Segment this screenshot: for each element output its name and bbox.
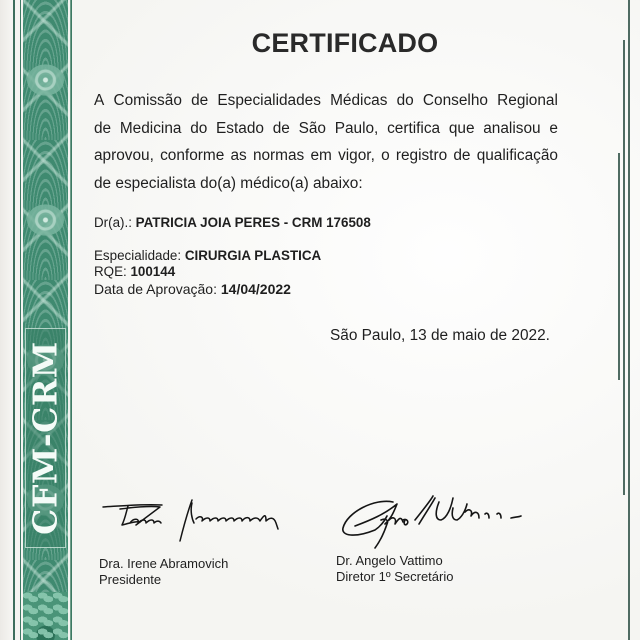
specialty-value: CIRURGIA PLASTICA xyxy=(184,248,322,263)
signature-president-icon xyxy=(100,495,285,550)
word: Conselho xyxy=(422,92,488,109)
word: de especialista do(a) médico(a) abaixo: xyxy=(94,174,363,192)
word: A xyxy=(94,92,105,109)
word: certifica xyxy=(387,119,441,137)
word: de xyxy=(272,119,290,137)
specialty-label: Especialidade: xyxy=(94,248,185,263)
signature-secretary-icon xyxy=(335,490,525,550)
signatory-secretary xyxy=(336,553,453,585)
signatory-role: Diretor 1º Secretário xyxy=(336,569,454,584)
word: Estado xyxy=(216,119,264,137)
signatory-role: Presidente xyxy=(99,572,162,587)
signatory-name: Dra. Irene Abramovich xyxy=(99,556,229,571)
certificate-title: CERTIFICADO xyxy=(251,28,439,58)
intro-line xyxy=(94,115,558,143)
word: registro xyxy=(395,147,448,164)
word: qualificação xyxy=(476,147,558,164)
approval-date-field xyxy=(94,281,291,297)
word: as xyxy=(230,147,247,164)
intro-line xyxy=(94,170,558,198)
word: Especialidades xyxy=(217,92,321,109)
word: que xyxy=(448,119,475,137)
cfm-crm-vertical-text: CFM-CRM xyxy=(25,341,65,535)
doctor-label: Dr(a).: xyxy=(94,215,136,230)
rqe-value: 100144 xyxy=(130,264,176,279)
word: Paulo, xyxy=(334,119,379,137)
place-and-date: São Paulo, 13 de maio de 2022. xyxy=(330,327,550,344)
intro-paragraph xyxy=(94,87,558,197)
word: Comissão xyxy=(113,92,182,109)
specialty-field xyxy=(94,248,321,263)
word: do xyxy=(396,92,414,109)
signatory-name: Dr. Angelo Vattimo xyxy=(336,553,443,568)
word: e xyxy=(549,119,558,137)
rqe-label: RQE: xyxy=(94,264,131,279)
word: vigor, xyxy=(338,147,375,164)
word: de xyxy=(453,147,471,164)
word: conforme xyxy=(160,147,225,164)
word: do xyxy=(190,119,208,137)
word: Médicas xyxy=(330,92,388,109)
word: Medicina xyxy=(119,119,182,137)
word: São xyxy=(298,119,326,137)
word: analisou xyxy=(483,119,541,137)
doctor-value: PATRICIA JOIA PERES - CRM 176508 xyxy=(135,215,371,230)
word: normas xyxy=(252,147,305,164)
approval-date-value: 14/04/2022 xyxy=(220,281,291,297)
word: o xyxy=(381,147,390,164)
intro-line xyxy=(94,142,558,170)
word: em xyxy=(310,147,332,164)
approval-date-label: Data de Aprovação: xyxy=(94,281,221,297)
word: aprovou, xyxy=(94,147,154,164)
word: Regional xyxy=(497,92,558,109)
intro-line xyxy=(94,87,558,115)
rqe-field xyxy=(94,264,175,279)
doctor-field xyxy=(94,215,371,230)
word: de xyxy=(191,92,209,109)
signatory-president xyxy=(99,556,228,588)
word: de xyxy=(94,119,112,137)
